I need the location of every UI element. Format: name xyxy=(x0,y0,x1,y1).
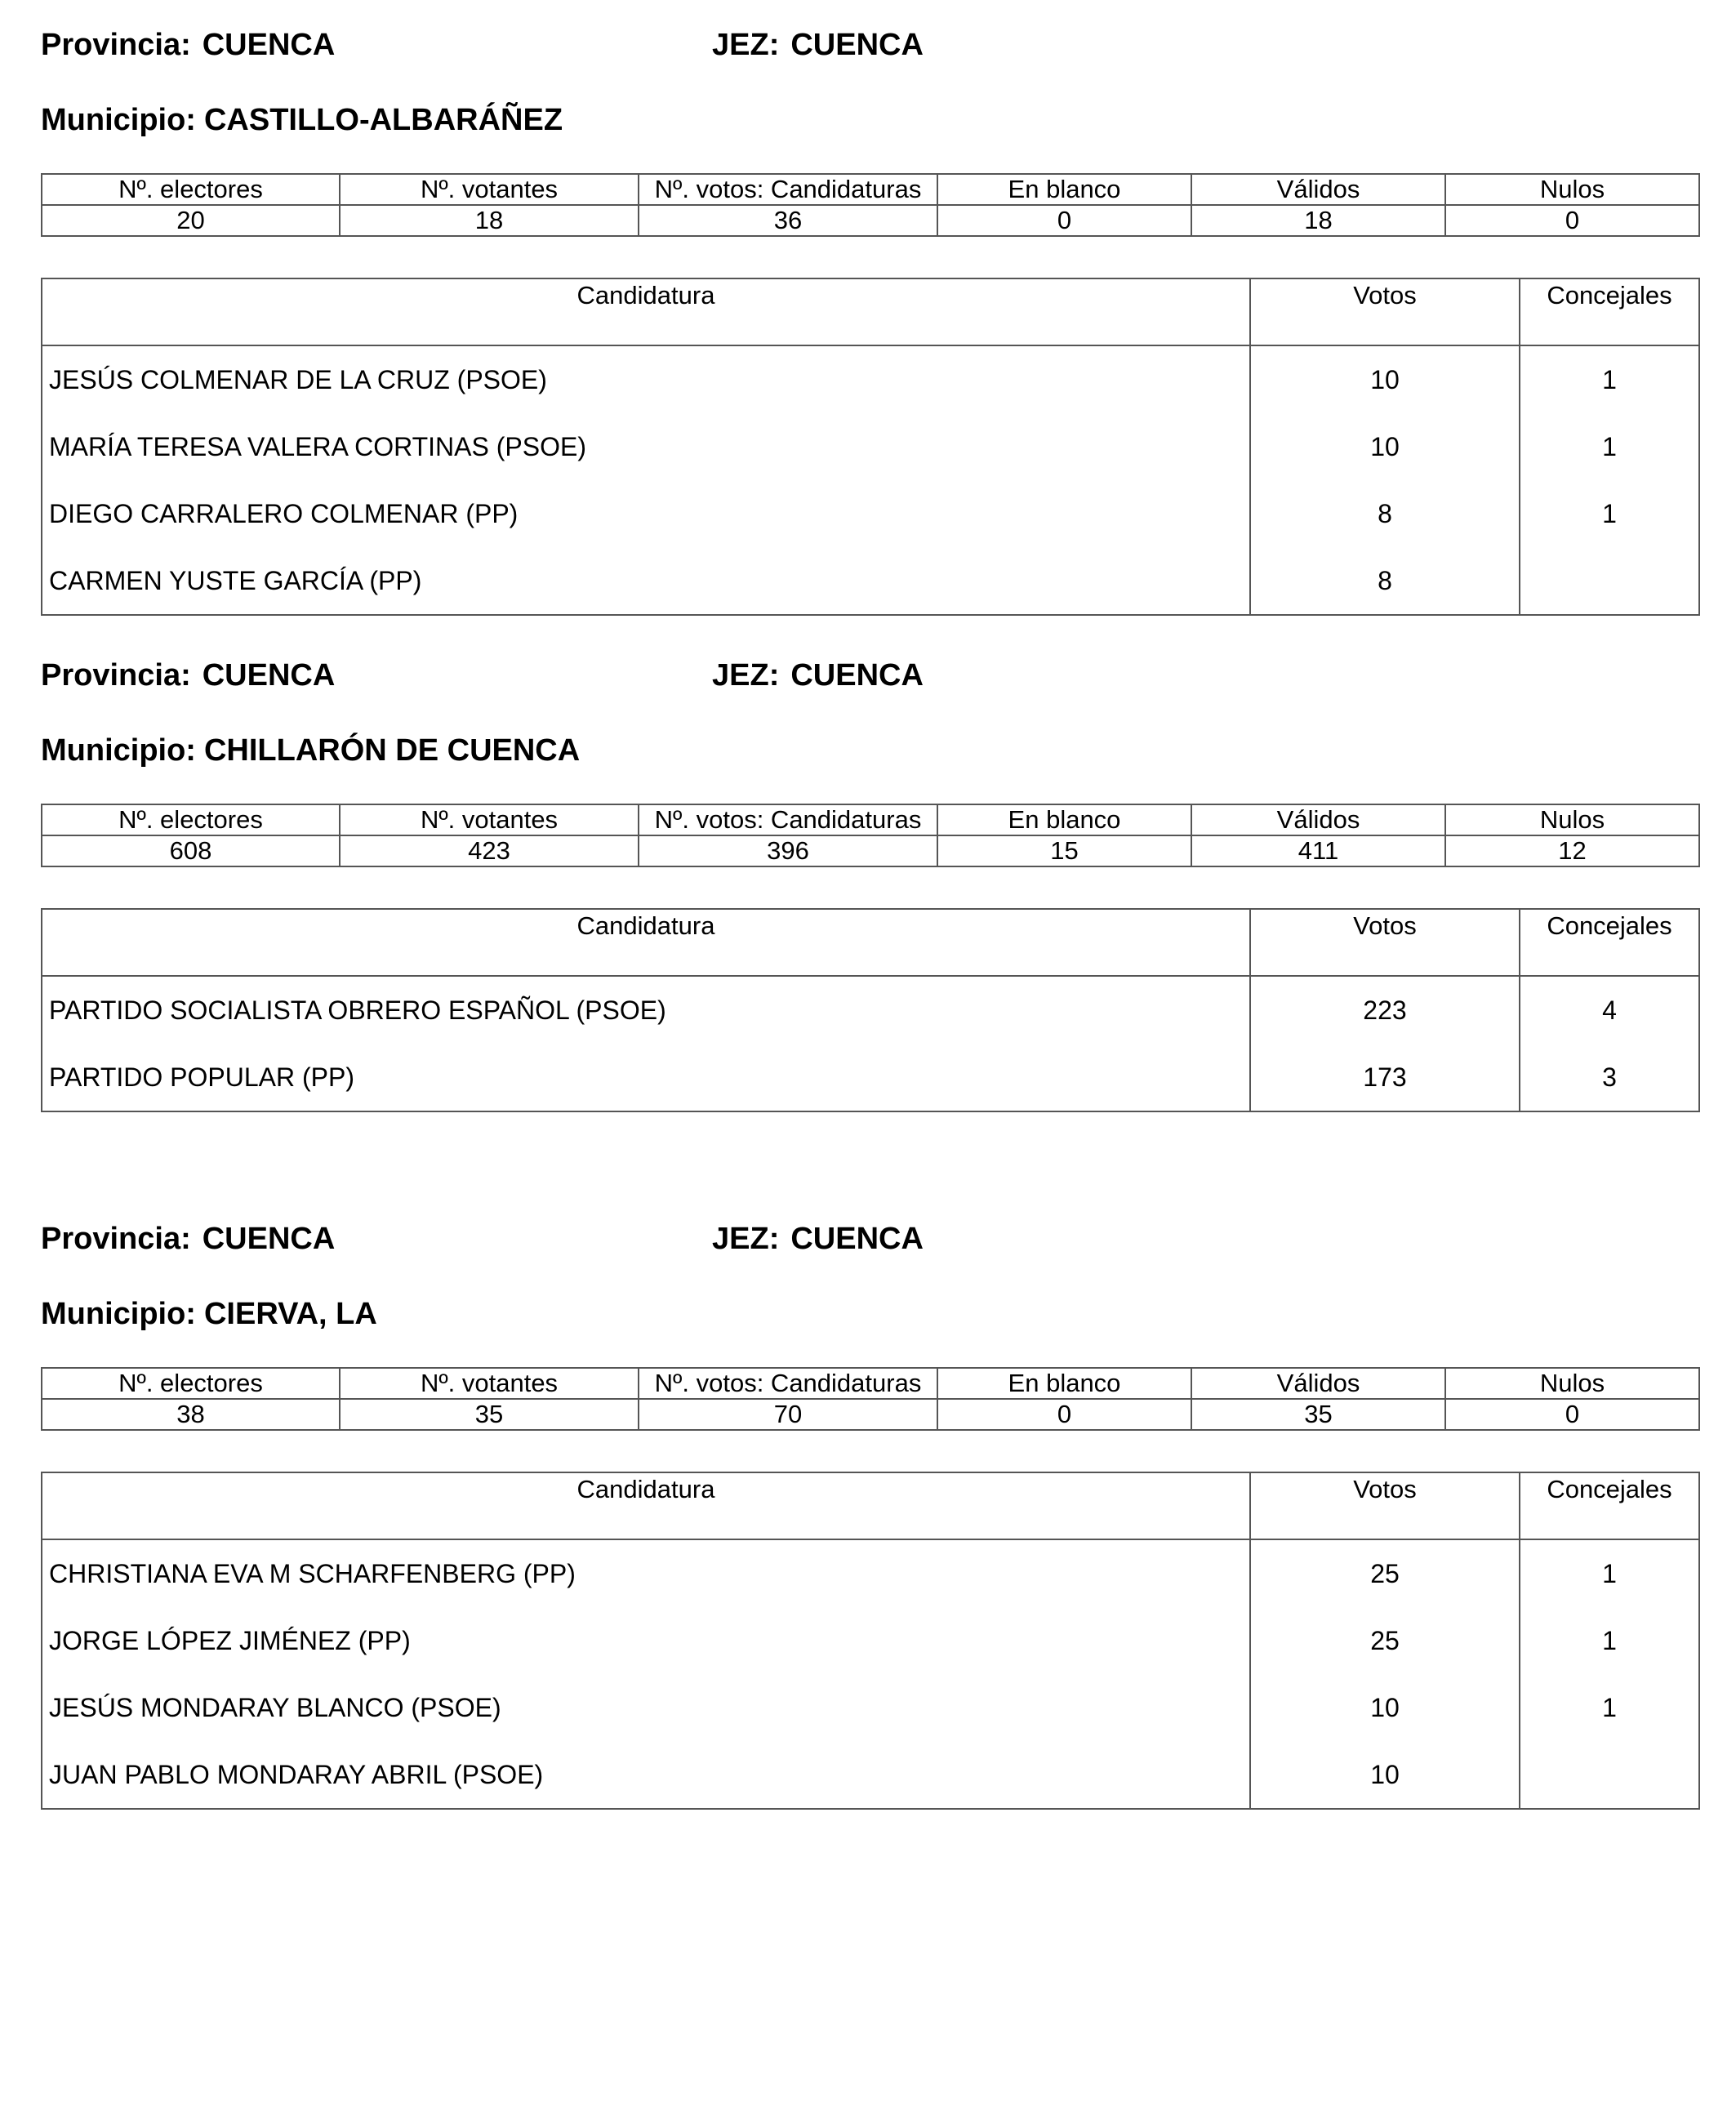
municipio-value: CHILLARÓN DE CUENCA xyxy=(203,733,581,768)
summary-value-cell: 0 xyxy=(1445,1399,1699,1430)
summary-value-cell: 0 xyxy=(937,1399,1191,1430)
summary-header-row xyxy=(42,804,1699,835)
provincia-header xyxy=(41,660,335,691)
candidate-row xyxy=(42,480,1699,547)
candidates-table xyxy=(41,1472,1700,1810)
summary-header-cell: Nulos xyxy=(1445,804,1699,835)
candidate-name: JESÚS MONDARAY BLANCO (PSOE) xyxy=(42,1674,1250,1741)
jez-value: CUENCA xyxy=(790,658,924,693)
candidate-row xyxy=(42,1607,1699,1674)
summary-value-cell: 15 xyxy=(937,835,1191,866)
summary-value-cell: 36 xyxy=(639,205,937,236)
summary-values-row xyxy=(42,835,1699,866)
candidate-councillors: 1 xyxy=(1520,345,1699,413)
summary-value-cell: 0 xyxy=(937,205,1191,236)
candidate-councillors: 1 xyxy=(1520,480,1699,547)
summary-value-cell: 70 xyxy=(639,1399,937,1430)
summary-value-cell: 0 xyxy=(1445,205,1699,236)
municipality-section xyxy=(41,29,1698,650)
municipio-value: CIERVA, LA xyxy=(203,1297,377,1331)
candidate-row xyxy=(42,1539,1699,1607)
summary-header-cell: Nº. votantes xyxy=(340,1368,639,1399)
summary-header-cell: En blanco xyxy=(937,1368,1191,1399)
summary-header-cell: En blanco xyxy=(937,174,1191,205)
summary-value-cell: 423 xyxy=(340,835,639,866)
candidate-councillors xyxy=(1520,547,1699,615)
candidates-header-row xyxy=(42,1472,1699,1539)
summary-value-cell: 18 xyxy=(1191,205,1445,236)
candidate-councillors: 4 xyxy=(1520,976,1699,1044)
jez-label: JEZ: xyxy=(712,658,780,693)
candidates-table xyxy=(41,278,1700,616)
candidate-councillors: 1 xyxy=(1520,413,1699,480)
summary-value-cell: 608 xyxy=(42,835,340,866)
summary-header-row xyxy=(42,1368,1699,1399)
jez-header xyxy=(712,29,924,60)
summary-value-cell: 12 xyxy=(1445,835,1699,866)
candidates-header-cell: Candidatura xyxy=(42,1472,1250,1539)
candidate-councillors: 1 xyxy=(1520,1674,1699,1741)
summary-header-cell: Nulos xyxy=(1445,1368,1699,1399)
summary-value-cell: 396 xyxy=(639,835,937,866)
candidates-header-cell: Votos xyxy=(1250,909,1520,976)
candidates-header-cell: Concejales xyxy=(1520,278,1699,345)
summary-table xyxy=(41,173,1700,237)
candidate-votes: 223 xyxy=(1250,976,1520,1044)
provincia-label: Provincia: xyxy=(41,658,191,693)
provincia-label: Provincia: xyxy=(41,1222,191,1256)
candidate-name: CHRISTIANA EVA M SCHARFENBERG (PP) xyxy=(42,1539,1250,1607)
provincia-value: CUENCA xyxy=(202,28,336,62)
jez-header xyxy=(712,1223,924,1254)
candidate-votes: 8 xyxy=(1250,480,1520,547)
summary-header-cell: Válidos xyxy=(1191,174,1445,205)
candidate-name: JORGE LÓPEZ JIMÉNEZ (PP) xyxy=(42,1607,1250,1674)
candidates-header-row xyxy=(42,909,1699,976)
candidate-row xyxy=(42,345,1699,413)
provincia-label: Provincia: xyxy=(41,28,191,62)
candidates-header-cell: Candidatura xyxy=(42,278,1250,345)
candidates-header-cell: Candidatura xyxy=(42,909,1250,976)
municipio-header xyxy=(41,105,563,136)
candidate-votes: 10 xyxy=(1250,1674,1520,1741)
candidate-votes: 10 xyxy=(1250,1741,1520,1809)
summary-table xyxy=(41,1367,1700,1431)
summary-header-cell: Nº. votantes xyxy=(340,804,639,835)
provincia-header xyxy=(41,1223,335,1254)
summary-header-cell: Válidos xyxy=(1191,804,1445,835)
provincia-value: CUENCA xyxy=(202,1222,336,1256)
candidate-votes: 10 xyxy=(1250,413,1520,480)
candidates-header-cell: Votos xyxy=(1250,1472,1520,1539)
summary-header-cell: Nº. votos: Candidaturas xyxy=(639,1368,937,1399)
municipality-section xyxy=(41,660,1698,1280)
municipio-label: Municipio: xyxy=(41,733,196,768)
municipio-label: Municipio: xyxy=(41,1297,196,1331)
provincia-value: CUENCA xyxy=(202,658,336,693)
candidate-councillors: 1 xyxy=(1520,1539,1699,1607)
candidate-name: JESÚS COLMENAR DE LA CRUZ (PSOE) xyxy=(42,345,1250,413)
provincia-header xyxy=(41,29,335,60)
candidates-header-cell: Concejales xyxy=(1520,909,1699,976)
summary-header-cell: En blanco xyxy=(937,804,1191,835)
municipio-label: Municipio: xyxy=(41,103,196,137)
summary-header-cell: Nulos xyxy=(1445,174,1699,205)
candidate-name: PARTIDO SOCIALISTA OBRERO ESPAÑOL (PSOE) xyxy=(42,976,1250,1044)
candidate-name: PARTIDO POPULAR (PP) xyxy=(42,1044,1250,1111)
summary-value-cell: 20 xyxy=(42,205,340,236)
summary-value-cell: 411 xyxy=(1191,835,1445,866)
candidate-councillors: 1 xyxy=(1520,1607,1699,1674)
jez-label: JEZ: xyxy=(712,28,780,62)
candidate-votes: 25 xyxy=(1250,1607,1520,1674)
summary-values-row xyxy=(42,1399,1699,1430)
summary-values-row xyxy=(42,205,1699,236)
candidate-name: JUAN PABLO MONDARAY ABRIL (PSOE) xyxy=(42,1741,1250,1809)
summary-value-cell: 18 xyxy=(340,205,639,236)
summary-value-cell: 38 xyxy=(42,1399,340,1430)
municipio-header xyxy=(41,735,580,766)
candidates-header-row xyxy=(42,278,1699,345)
candidates-header-cell: Concejales xyxy=(1520,1472,1699,1539)
summary-header-cell: Válidos xyxy=(1191,1368,1445,1399)
jez-value: CUENCA xyxy=(790,28,924,62)
candidate-votes: 173 xyxy=(1250,1044,1520,1111)
municipality-section xyxy=(41,1223,1698,1844)
candidate-row xyxy=(42,413,1699,480)
candidate-row xyxy=(42,1741,1699,1809)
municipio-header xyxy=(41,1298,377,1329)
summary-header-cell: Nº. electores xyxy=(42,174,340,205)
summary-value-cell: 35 xyxy=(340,1399,639,1430)
jez-header xyxy=(712,660,924,691)
candidate-row xyxy=(42,547,1699,615)
candidate-row xyxy=(42,1674,1699,1741)
jez-value: CUENCA xyxy=(790,1222,924,1256)
summary-value-cell: 35 xyxy=(1191,1399,1445,1430)
candidate-name: DIEGO CARRALERO COLMENAR (PP) xyxy=(42,480,1250,547)
candidate-row xyxy=(42,976,1699,1044)
summary-header-cell: Nº. votos: Candidaturas xyxy=(639,804,937,835)
summary-header-cell: Nº. electores xyxy=(42,1368,340,1399)
summary-header-cell: Nº. electores xyxy=(42,804,340,835)
candidate-votes: 10 xyxy=(1250,345,1520,413)
candidates-header-cell: Votos xyxy=(1250,278,1520,345)
candidates-table xyxy=(41,908,1700,1112)
municipio-value: CASTILLO-ALBARÁÑEZ xyxy=(203,103,563,137)
summary-header-cell: Nº. votantes xyxy=(340,174,639,205)
candidate-votes: 8 xyxy=(1250,547,1520,615)
candidate-councillors: 3 xyxy=(1520,1044,1699,1111)
jez-label: JEZ: xyxy=(712,1222,780,1256)
summary-header-cell: Nº. votos: Candidaturas xyxy=(639,174,937,205)
summary-table xyxy=(41,804,1700,867)
summary-header-row xyxy=(42,174,1699,205)
candidate-name: MARÍA TERESA VALERA CORTINAS (PSOE) xyxy=(42,413,1250,480)
candidate-votes: 25 xyxy=(1250,1539,1520,1607)
candidate-councillors xyxy=(1520,1741,1699,1809)
candidate-row xyxy=(42,1044,1699,1111)
candidate-name: CARMEN YUSTE GARCÍA (PP) xyxy=(42,547,1250,615)
